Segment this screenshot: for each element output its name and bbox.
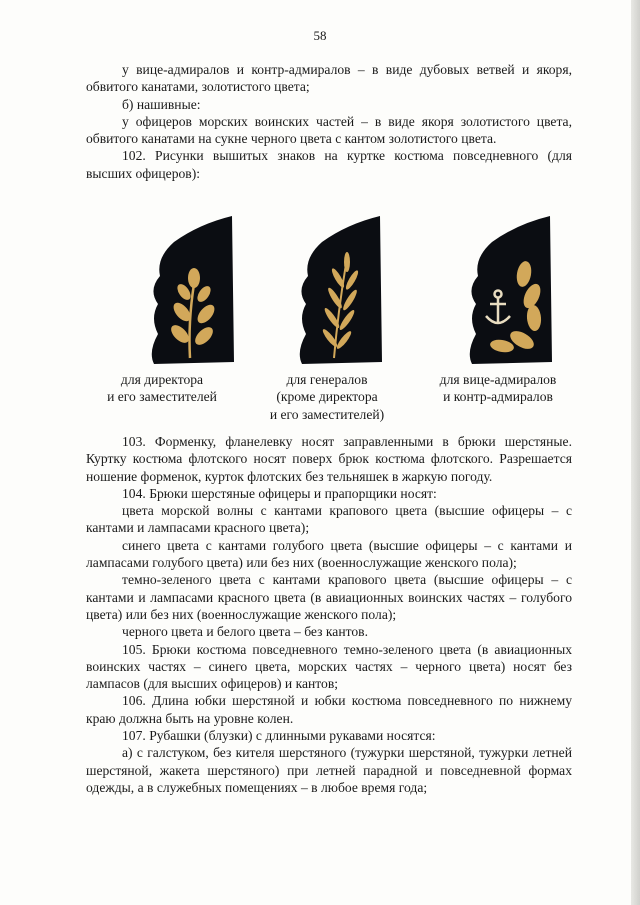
laurel-branch-insignia [292, 212, 384, 372]
top-text [86, 61, 572, 182]
paragraph: 103. Форменку, фланелевку носят заправленными в брюки шерстяные. Куртку костюма флотского носят поверх брюк костюма флотского. Разрешается ношение форменок, курток флотских без тельняшек в жаркую погоду. [86, 434, 572, 484]
scan-edge [631, 0, 640, 905]
paragraph: темно-зеленого цвета с кантами крапового цвета (высшие офицеры – с кантами и лампасами красного цвета (в авиационных воинских частях – голубого цвета) или без них (военнослужащие женского пола); [86, 572, 572, 622]
caption-laurel [252, 371, 402, 423]
paragraph: б) нашивные: [122, 96, 201, 112]
paragraph: 106. Длина юбки шерстяной и юбки костюма повседневного по нижнему краю должна быть на уровне колен. [86, 693, 572, 726]
caption-line: для генералов [286, 372, 368, 387]
oak-branch-insignia [144, 212, 236, 372]
bottom-text [86, 433, 572, 796]
caption-line: и контр-адмиралов [443, 389, 553, 405]
insignia-row [86, 212, 572, 372]
paragraph: 105. Брюки костюма повседневного темно-зеленого цвета (в авиационных воинских частях – синего цвета, морских частях – черного цвета) носят без лампасов (для высших офицеров) и кантов; [86, 641, 572, 692]
caption-line: для директора [120, 372, 204, 387]
caption-oak [86, 371, 238, 406]
paragraph: у вице-адмиралов и контр-адмиралов – в виде дубовых ветвей и якоря, обвитого канатами, золотистого цвета; [86, 62, 572, 95]
caption-line: для вице-адмиралов [439, 372, 557, 387]
caption-line: и его заместителей [107, 389, 217, 405]
paragraph: у офицеров морских воинских частей – в виде якоря золотистого цвета, обвитого канатами на сукне черного цвета с кантом золотистого цвета. [86, 113, 572, 147]
paragraph: 104. Брюки шерстяные офицеры и прапорщики носят: [122, 485, 437, 501]
caption-line: и его заместителей) [269, 406, 385, 422]
paragraph: а) с галстуком, без кителя шерстяного (тужурки шерстяной, тужурки летней шерстяной, жакета шерстяного) при летней парадной и повседневной формах одежды, а в служебных помещениях – в любое время года; [86, 745, 572, 795]
paragraph: синего цвета с кантами голубого цвета (высшие офицеры – с кантами и лампасами голубого цвета) или без них (военнослужащие женского пола); [86, 537, 572, 571]
page-number: 58 [313, 28, 327, 43]
paragraph: 107. Рубашки (блузки) с длинными рукавами носятся: [122, 728, 436, 744]
caption-line: (кроме директора [276, 389, 378, 405]
caption-anchor [418, 371, 578, 406]
paragraph: черного цвета и белого цвета – без кантов. [122, 624, 368, 640]
paragraph: цвета морской волны с кантами крапового цвета (высшие офицеры – с кантами и лампасами красного цвета); [86, 503, 572, 536]
anchor-oak-insignia [462, 212, 554, 372]
paragraph: 102. Рисунки вышитых знаков на куртке костюма повседневного (для высших офицеров): [86, 148, 572, 181]
